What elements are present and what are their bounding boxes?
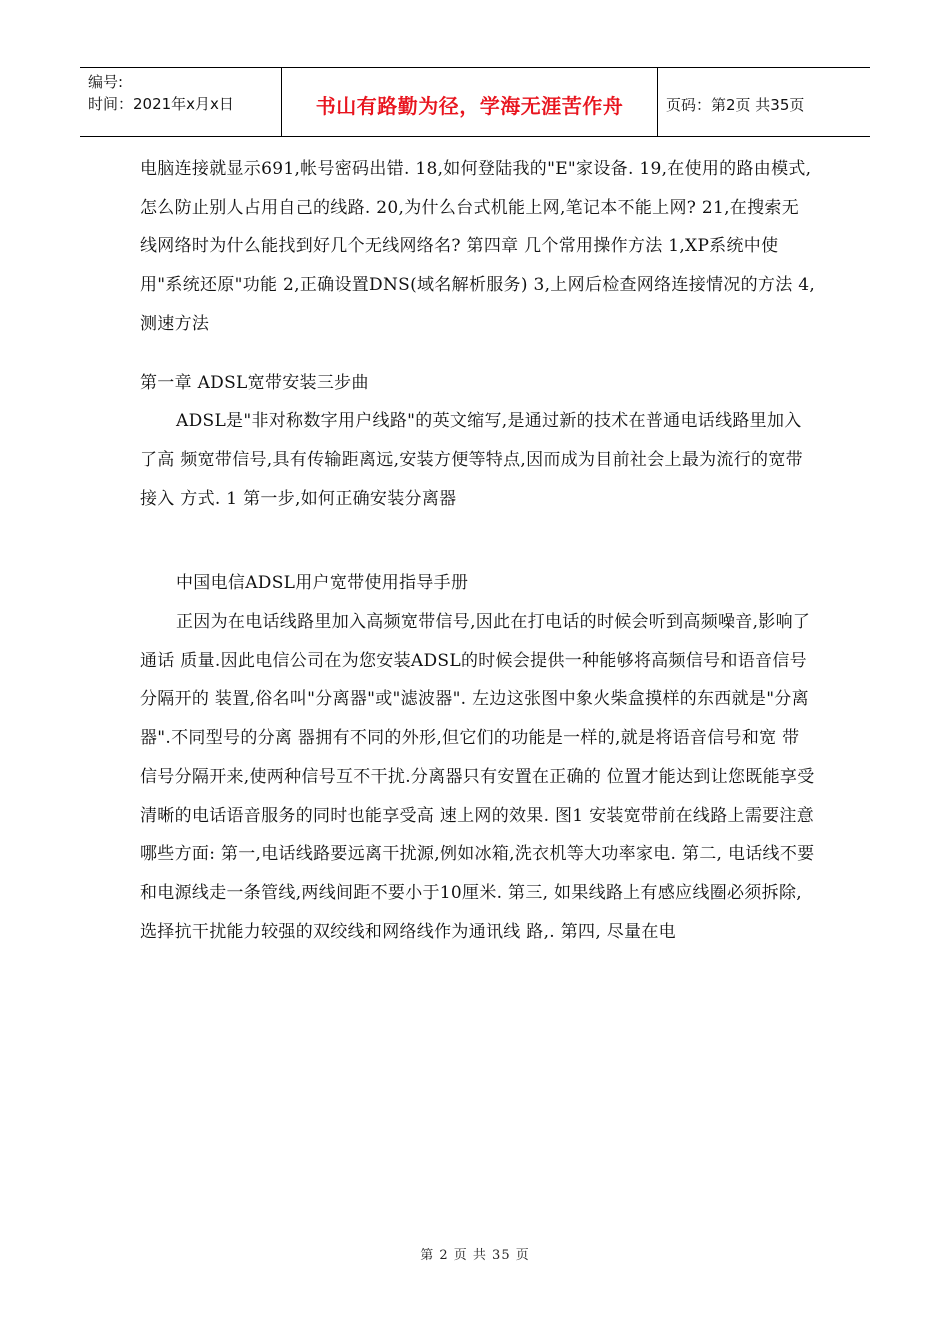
- document-body: [140, 150, 816, 951]
- adsl-intro-paragraph: ADSL是"非对称数字用户线路"的英文缩写,是通过新的技术在普通电话线路里加入了高 频宽带信号,具有传输距离远,安装方便等特点,因而成为目前社会上最为流行的宽带接入 方式. 1 第一步,如何正确安装分离器: [140, 411, 803, 509]
- document-header: [80, 67, 870, 137]
- splitter-paragraph: 正因为在电话线路里加入高频宽带信号,因此在打电话的时候会听到高频噪音,影响了通话 质量.因此电信公司在为您安装ADSL的时候会提供一种能够将高频信号和语音信号分隔开的 装置,俗名叫"分离器"或"滤波器". 左边这张图中象火柴盒摸样的东西就是"分离器".不同型号的分离 器拥有不同的外形,但它们的功能是一样的,就是将语音信号和宽 带信号分隔开来,使两种信号互不干扰.分离器只有安置在正确的 位置才能达到让您既能享受清晰的电话语音服务的同时也能享受高 速上网的效果. 图1 安装宽带前在线路上需要注意哪些方面: 第一,电话线路要远离干扰源,例如冰箱,洗衣机等大功率家电. 第二, 电话线不要和电源线走一条管线,两线间距不要小于10厘米. 第三, 如果线路上有感应线圈必须拆除,选择抗干扰能力较强的双绞线和网络线作为通讯线 路,. 第四, 尽量在电: [140, 612, 815, 942]
- manual-title: 中国电信ADSL用户宽带使用指导手册: [176, 573, 469, 594]
- header-page-info-cell: [658, 68, 870, 136]
- page-footer: 第 2 页 共 35 页: [420, 1248, 530, 1263]
- header-motto: 书山有路勤为径，学海无涯苦作舟: [315, 93, 624, 118]
- header-page-info: 页码：第2页 共35页: [666, 95, 805, 114]
- document-date: 时间：2021年x月x日: [88, 95, 234, 113]
- header-meta: [80, 68, 282, 136]
- table-of-contents-continuation: 电脑连接就显示691,帐号密码出错. 18,如何登陆我的"E"家设备. 19,在使用的路由模式,怎么防止别人占用自己的线路. 20,为什么台式机能上网,笔记本不能上网? 21,在搜索无线网络时为什么能找到好几个无线网络名? 第四章 几个常用操作方法 1,XP系统中使用"系统还原"功能 2,正确设置DNS(域名解析服务) 3,上网后检查网络连接情况的方法 4, 测速方法: [140, 159, 816, 334]
- header-motto-cell: [282, 68, 658, 136]
- chapter-title: 第一章 ADSL宽带安装三步曲: [140, 372, 369, 393]
- document-number-label: 编号:: [88, 73, 124, 91]
